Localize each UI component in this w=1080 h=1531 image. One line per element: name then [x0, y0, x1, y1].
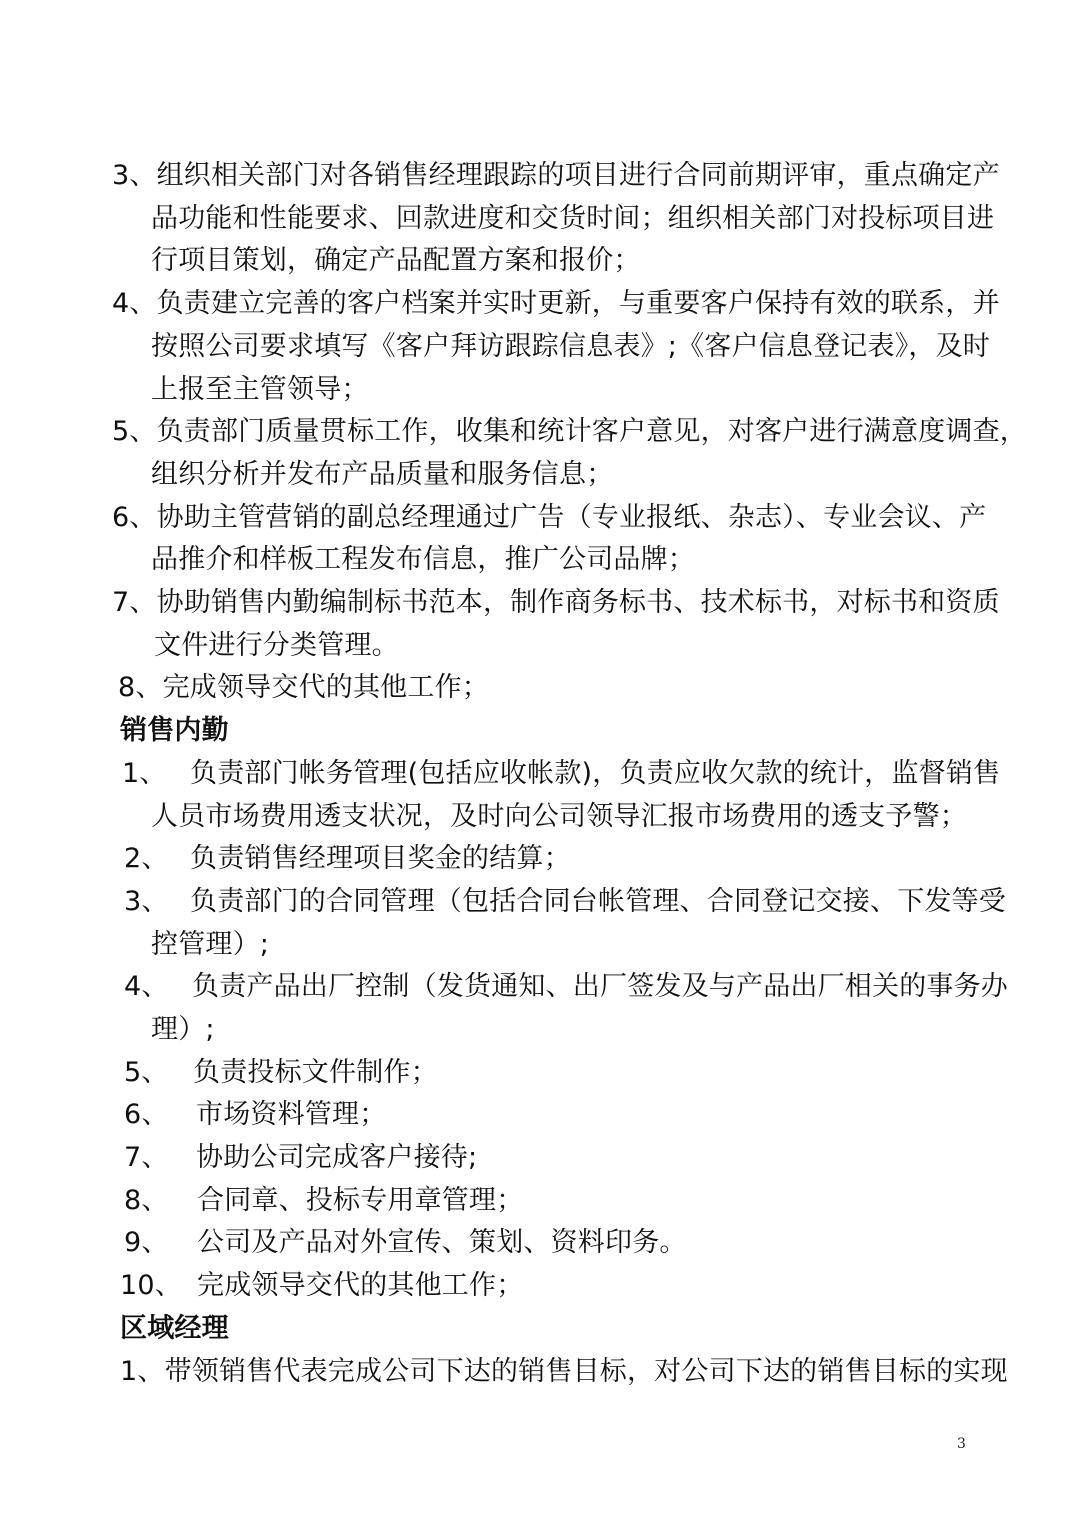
sales-admin-item-8-number: 8、	[124, 1185, 169, 1216]
sales-admin-item-2-text: 负责销售经理项目奖金的结算；	[190, 843, 571, 874]
sales-admin-item-10-text: 完成领导交代的其他工作；	[197, 1270, 524, 1301]
regional-manager-item-1: 1、带领销售代表完成公司下达的销售目标，对公司下达的销售目标的实现	[120, 1356, 1008, 1387]
sales-admin-item-1-number: 1、	[122, 758, 167, 789]
page-number: 3	[957, 1436, 966, 1452]
sales-admin-item-3-text: 负责部门的合同管理（包括合同台帐管理、合同登记交接、下发等受	[190, 886, 1006, 917]
sales-admin-item-5-text: 负责投标文件制作；	[193, 1057, 438, 1088]
list-item-8-line-1: 8、完成领导交代的其他工作；	[118, 672, 489, 703]
list-item-4-line-3: 上报至主管领导；	[151, 374, 369, 405]
list-item-5-line-2: 组织分析并发布产品质量和服务信息；	[151, 459, 614, 490]
sales-admin-item-9-number: 9、	[124, 1227, 169, 1258]
list-item-6-line-1: 6、协助主管营销的副总经理通过广告（专业报纸、杂志）、专业会议、产	[112, 502, 987, 533]
sales-admin-item-9-text: 公司及产品对外宣传、策划、资料印务。	[197, 1227, 687, 1258]
sales-admin-item-7-text: 协助公司完成客户接待;	[196, 1142, 478, 1173]
sales-admin-item-3-number: 3、	[124, 886, 169, 917]
sales-admin-item-2-number: 2、	[124, 843, 169, 874]
sales-admin-item-7-number: 7、	[124, 1142, 169, 1173]
list-item-6-line-2: 品推介和样板工程发布信息，推广公司品牌；	[151, 544, 695, 575]
sales-admin-item-4-number: 4、	[124, 971, 169, 1002]
list-item-5-line-1: 5、负责部门质量贯标工作，收集和统计客户意见，对客户进行满意度调查，	[112, 416, 1027, 447]
sales-admin-item-4-text: 负责产品出厂控制（发货通知、出厂签发及与产品出厂相关的事务办	[192, 971, 1008, 1002]
list-item-7-line-1: 7、协助销售内勤编制标书范本，制作商务标书、技术标书，对标书和资质	[112, 587, 1000, 618]
section-heading-sales-admin: 销售内勤	[120, 715, 229, 746]
list-item-4-line-1: 4、负责建立完善的客户档案并实时更新，与重要客户保持有效的联系，并	[112, 288, 1000, 319]
sales-admin-item-3-continuation: 控管理）;	[151, 929, 270, 960]
sales-admin-item-10-number: 10、	[120, 1270, 182, 1301]
list-item-3-line-1: 3、组织相关部门对各销售经理跟踪的项目进行合同前期评审，重点确定产	[112, 160, 1000, 191]
section-heading-regional-manager: 区域经理	[120, 1313, 229, 1344]
sales-admin-item-6-number: 6、	[124, 1099, 169, 1130]
sales-admin-item-6-text: 市场资料管理；	[196, 1099, 387, 1130]
list-item-3-line-2: 品功能和性能要求、回款进度和交货时间；组织相关部门对投标项目进	[151, 203, 995, 234]
list-item-4-line-2: 按照公司要求填写《客户拜访跟踪信息表》;《客户信息登记表》，及时	[151, 331, 990, 362]
list-item-3-line-3: 行项目策划，确定产品配置方案和报价；	[151, 245, 641, 276]
list-item-7-line-2: 文件进行分类管理。	[154, 630, 399, 661]
sales-admin-item-5-number: 5、	[124, 1057, 169, 1088]
sales-admin-item-4-continuation: 理）;	[151, 1014, 215, 1045]
sales-admin-item-1-continuation: 人员市场费用透支状况，及时向公司领导汇报市场费用的透支予警；	[151, 801, 967, 832]
sales-admin-item-8-text: 合同章、投标专用章管理；	[197, 1185, 524, 1216]
sales-admin-item-1-text: 负责部门帐务管理(包括应收帐款)，负责应收欠款的统计，监督销售	[190, 758, 1001, 789]
